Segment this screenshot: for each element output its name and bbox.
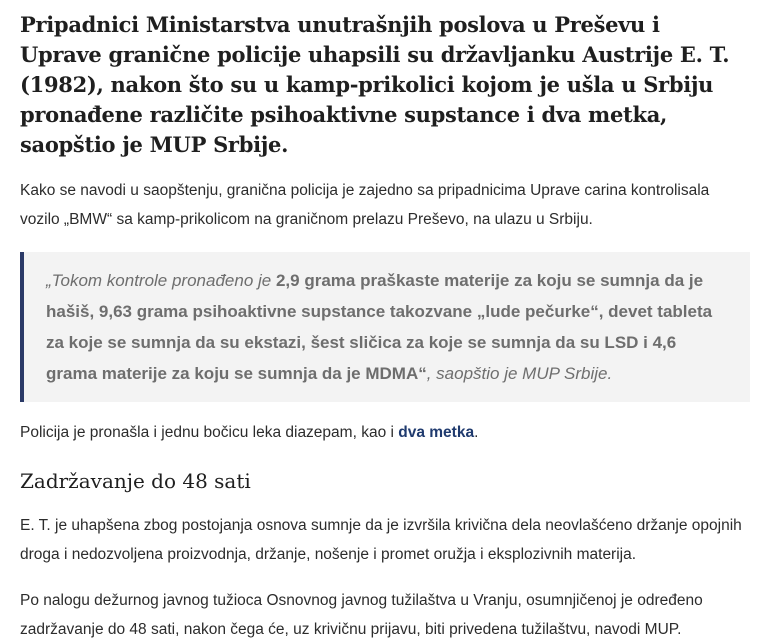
paragraph-2-end: .	[474, 424, 479, 441]
quote-outro: , saopštio je MUP Srbije.	[426, 364, 613, 383]
article-lead: Pripadnici Ministarstva unutrašnjih poslova u Preševu i Uprave granične policije uhapsili su državljanku Austrije E. T. (1982), nakon što su u kamp-prikolici kojom je ušla u Srbiju pronađene različite psihoaktivne supstance i dva metka, saopštio je MUP Srbije.	[20, 12, 730, 157]
quote-bold: 2,9 grama praškaste materije za koju se sumnja da je hašiš, 9,63 grama psihoaktivne supstance takozvane „lude pečurke“, devet tableta za koje se sumnja da su ekstazi, šest sličica za koje se sumnja da su LSD i 4,6 grama materije za koju se sumnja da je MDMA“	[46, 271, 713, 383]
article-body	[20, 10, 748, 644]
paragraph-4: Po nalogu dežurnog javnog tužioca Osnovnog javnog tužilaštva u Vranju, osumnjičenoj je određeno zadržavanje do 48 sati, nakon čega će, uz krivičnu prijavu, biti privedena tužilaštvu, navodi MUP.	[20, 592, 703, 638]
section-heading: Zadržavanje do 48 sati	[20, 469, 251, 493]
paragraph-3: E. T. je uhapšena zbog postojanja osnova sumnje da je izvršila krivična dela neovlašćeno držanje opojnih droga i nedozvoljena proizvodnja, držanje, nošenje i promet oružja i eksplozivnih materija.	[20, 517, 742, 563]
dva-metka-link[interactable]: dva metka	[398, 424, 475, 441]
paragraph-1: Kako se navodi u saopštenju, granična policija je zajedno sa pripadnicima Uprave carina kontrolisala vozilo „BMW“ sa kamp-prikolicom na graničnom prelazu Preševo, na ulazu u Srbiju.	[20, 182, 710, 228]
paragraph-2	[20, 418, 748, 447]
blockquote	[20, 252, 750, 402]
paragraph-2-text: Policija je pronašla i jednu bočicu leka diazepam, kao i	[20, 424, 399, 441]
quote-intro: „Tokom kontrole pronađeno je	[46, 271, 276, 290]
